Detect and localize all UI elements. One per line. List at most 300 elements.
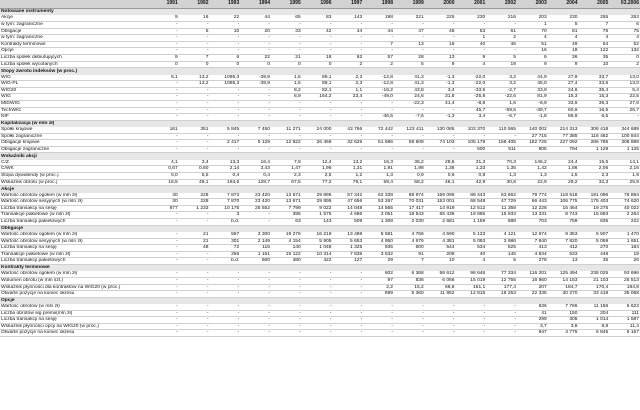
data-cell: - [302,330,333,337]
data-cell: 145 [486,251,517,258]
table-row [0,323,640,330]
data-cell: - [148,87,179,94]
data-cell: 11 156 [579,304,610,310]
data-cell: 46,1 [425,179,456,186]
data-cell: 62 338 [363,193,394,199]
data-cell: - [271,133,302,140]
year-header: 1995 [271,0,302,9]
data-cell: - [302,100,333,107]
data-cell: 935 [363,245,394,252]
data-cell: 74 103 [425,140,456,147]
data-cell: - [363,146,394,153]
data-cell: 600 [394,245,425,252]
data-cell: 68 548 [456,199,487,206]
data-cell: - [456,317,487,324]
data-cell: - [271,21,302,28]
data-cell: 3,4 [425,87,456,94]
data-cell: 5 [548,21,579,28]
data-cell: 100 844 [609,133,640,140]
row-label: C/Z [0,160,148,166]
section-title: Opcje [0,297,640,304]
data-cell: - [271,107,302,114]
data-cell: -33,5 [456,87,487,94]
data-cell: 13 671 [271,193,302,199]
data-cell: - [394,323,425,330]
data-cell: 76 884 [609,193,640,199]
data-cell: 2 [333,61,364,68]
data-cell: - [363,330,394,337]
data-cell: - [271,291,302,298]
data-cell: - [148,140,179,147]
data-cell: 98 646 [456,271,487,277]
data-cell: 150 [548,310,579,317]
data-cell: - [148,41,179,48]
data-cell: 27,4 [548,81,579,88]
table-row [0,146,640,153]
data-cell: - [179,21,210,28]
data-cell: 2,06 [579,166,610,173]
data-cell: 156 405 [486,140,517,147]
data-cell: 448 [579,251,610,258]
data-cell: 1 470 [609,232,640,238]
data-cell: 14 565 [363,205,394,212]
data-cell: -8,8 [456,100,487,107]
data-cell: 19 [609,251,640,258]
data-cell: 3 632 [363,251,394,258]
data-cell: 33,6 [579,81,610,88]
data-cell: 26 458 [302,140,333,147]
data-cell: - [302,35,333,42]
data-cell: 413 [517,245,548,252]
data-cell: 7 870 [210,199,241,206]
row-label: Obligacje krajowe [0,140,148,147]
data-cell: 29,2 [548,179,579,186]
data-cell: 3,8 [548,323,579,330]
data-cell: - [179,218,210,225]
data-cell: 40 [456,41,487,48]
data-cell: -1,3 [425,81,456,88]
data-cell: - [425,330,456,337]
data-cell: - [302,284,333,291]
data-cell: - [456,133,487,140]
data-cell: 15 464 [548,205,579,212]
data-cell: - [179,100,210,107]
data-cell: - [148,28,179,35]
data-cell: 422 [302,258,333,265]
data-cell: - [240,35,271,42]
row-label: Transakcje pakietowe (w mln zł) [0,251,148,258]
section-header [0,225,640,232]
data-cell: - [456,330,487,337]
data-cell: - [394,330,425,337]
year-header: 1993 [210,0,241,9]
data-cell: 28 [394,54,425,61]
data-cell: 203 [517,15,548,21]
data-cell: 7 [394,258,425,265]
data-cell: 286 786 [579,140,610,147]
table-row [0,310,640,317]
data-cell: 3,2 [486,81,517,88]
data-cell: -22,0 [456,75,487,81]
data-cell: 26 [609,258,640,265]
data-cell: 222 [609,218,640,225]
data-cell: 79 774 [517,193,548,199]
data-cell: - [148,48,179,55]
data-cell: - [425,310,456,317]
data-cell: 28,5 [425,160,456,166]
row-label: Wartość obrotów ogółem (w mln zł) [0,271,148,277]
data-cell: - [302,317,333,324]
data-cell: 41,4 [425,100,456,107]
data-cell: - [210,284,241,291]
year-header: 03.2006 [609,0,640,9]
row-label: Transakcje pakietowe (w mln zł) [0,212,148,219]
data-cell: - [148,251,179,258]
data-cell: - [240,133,271,140]
data-cell: - [394,21,425,28]
data-cell: 13 488 [333,232,364,238]
data-cell: - [394,304,425,310]
data-cell: 7 799 [271,205,302,212]
data-cell: 93 696 [609,271,640,277]
data-cell: 1 233 [179,205,210,212]
data-cell: - [363,310,394,317]
data-cell: 45,0 [517,81,548,88]
data-cell: 6 845 [579,330,610,337]
data-cell: - [179,251,210,258]
data-cell: - [148,21,179,28]
data-cell: 533 [548,251,579,258]
data-cell: 2,3 [579,173,610,180]
data-cell: 5,5 [179,173,210,180]
row-label: Wskaźnik obrotu (w proc.) [0,179,148,186]
data-cell: 1,86 [548,166,579,173]
data-cell: 3,43 [240,166,271,173]
table-row [0,100,640,107]
data-cell: 68,8 [425,284,456,291]
data-cell: 238 025 [579,271,610,277]
data-cell: 6 066 [425,277,456,284]
data-cell: - [179,146,210,153]
data-cell: - [302,21,333,28]
data-cell: - [179,107,210,114]
data-cell: 76 [579,28,610,35]
section-header [0,153,640,160]
data-cell: - [333,133,364,140]
data-cell: 116 482 [579,133,610,140]
data-cell: - [240,41,271,48]
data-cell: - [148,277,179,284]
data-cell: 305 [548,317,579,324]
data-cell: - [179,48,210,55]
row-label: Obligacje [0,28,148,35]
data-cell: - [425,21,456,28]
data-cell: 51 [517,41,548,48]
data-cell: 207 [517,284,548,291]
data-cell: - [148,81,179,88]
data-cell: -39,9 [240,81,271,88]
data-cell: - [425,304,456,310]
row-label: Wartość obrotów sesyjnych (w mln zł) [0,199,148,206]
data-cell: 1,6 [486,100,517,107]
data-cell: - [179,271,210,277]
data-cell: -12,8 [363,75,394,81]
data-cell: 29 [363,258,394,265]
data-cell: - [148,212,179,219]
data-cell: 759 [548,218,579,225]
data-cell: 699 [363,291,394,298]
row-label: Akcje [0,15,148,21]
data-cell: - [302,291,333,298]
data-cell: 4 381 [425,238,456,245]
data-cell: 7 450 [240,127,271,133]
data-cell: 5 507 [579,232,610,238]
data-cell: 75 [609,28,640,35]
data-cell: 77 385 [548,133,579,140]
data-cell: b.d. [210,218,241,225]
row-label: Wartość obrotów (w mln zł) [0,304,148,310]
data-cell: 3 [210,212,241,219]
table-row [0,218,640,225]
data-cell: - [271,114,302,121]
data-cell: 0 [148,61,179,68]
data-cell: - [271,271,302,277]
data-cell: 1,5 [271,81,302,88]
data-cell: - [210,323,241,330]
data-cell: 16 219 [302,232,333,238]
data-cell: 49 [548,41,579,48]
row-label: Stopa dywidendy (w proc.) [0,173,148,180]
row-label: Obligacje zagraniczne [0,146,148,153]
data-cell: 13,2 [179,75,210,81]
data-cell: 35 068 [609,291,640,298]
data-cell: -6,7 [486,114,517,121]
data-cell: 191 096 [579,193,610,199]
data-cell: 12 815 [456,291,487,298]
data-cell: 30 [148,193,179,199]
data-cell: 15 933 [486,212,517,219]
table-row [0,330,640,337]
data-cell: - [210,41,241,48]
data-cell: 636 [517,304,548,310]
data-cell: - [148,317,179,324]
table-row [0,251,640,258]
data-cell: - [394,310,425,317]
data-cell: - [148,310,179,317]
data-cell: 2 [609,61,640,68]
data-cell: 308 889 [609,140,640,147]
data-cell: 123 411 [394,127,425,133]
data-cell: 5,4 [609,87,640,94]
year-header: 2000 [425,0,456,9]
data-cell: 4 676 [394,238,425,245]
data-cell: 14 919 [425,205,456,212]
row-label: Liczba transakcji pakietowych [0,258,148,265]
data-cell: 36,2 [394,160,425,166]
data-cell: 256 [210,251,241,258]
data-cell: 9 [425,61,456,68]
data-cell: 0 [179,61,210,68]
data-cell: 228 [179,193,210,199]
data-cell: 24,6 [548,87,579,94]
data-cell: - [394,48,425,55]
data-cell: - [333,146,364,153]
row-label: Opcje [0,48,148,55]
data-cell: 70 031 [394,199,425,206]
data-cell: 4 766 [394,232,425,238]
data-cell: 794 [548,146,579,153]
data-cell: 31,8 [425,94,456,101]
data-cell: 8,8 [579,323,610,330]
data-cell: 15,5 [579,160,610,166]
data-cell: 19 895 [456,212,487,219]
data-cell: - [363,317,394,324]
data-cell: - [210,94,241,101]
data-cell: 52 [609,41,640,48]
data-cell: - [240,317,271,324]
data-cell: - [179,41,210,48]
data-cell: 177,4 [486,284,517,291]
data-cell: 4,1 [148,160,179,166]
data-cell: - [302,114,333,121]
data-cell: - [302,304,333,310]
data-cell: - [240,310,271,317]
data-cell: 0,60 [179,166,210,173]
data-cell: 9 [456,54,487,61]
data-cell: 140 002 [517,127,548,133]
data-cell: 16,3 [363,160,394,166]
data-cell: - [148,94,179,101]
row-label: Wartość obrotów sesyjnych (w mln zł) [0,238,148,245]
table-body [0,9,640,337]
data-cell: - [333,107,364,114]
data-cell: 10 175 [210,205,241,212]
data-cell: -59,5 [486,107,517,114]
data-cell: 16,5 [579,107,610,114]
data-cell: 23 420 [240,193,271,199]
data-cell: 77,2 [302,179,333,186]
data-cell: 91 [394,251,425,258]
data-cell: - [486,21,517,28]
data-cell: 36,3 [579,100,610,107]
data-cell: - [179,330,210,337]
data-cell: 11,4 [609,323,640,330]
data-cell: 3 051 [363,212,394,219]
data-cell: - [240,284,271,291]
data-cell: 25 552 [240,205,271,212]
data-cell: - [363,35,394,42]
table-row [0,277,640,284]
year-header: 1992 [179,0,210,9]
data-cell: 3,2 [486,75,517,81]
data-cell: 4 [517,35,548,42]
year-header: 2001 [456,0,487,9]
row-label: WIG [0,94,148,101]
section-title: Kontrakty terminowe [0,264,640,271]
data-cell: - [240,291,271,298]
data-cell: 4 590 [425,232,456,238]
data-cell: - [302,48,333,55]
data-cell: 214 313 [548,127,579,133]
data-cell: -25,8 [456,94,487,101]
data-cell: 81,9 [517,94,548,101]
data-cell: - [333,271,364,277]
data-cell: 13 [548,258,579,265]
data-cell: 1 325 [333,245,364,252]
data-cell: - [302,146,333,153]
table-row [0,61,640,68]
data-cell: 79,1 [333,179,364,186]
data-cell: 24,6 [394,94,425,101]
data-cell: 688 [486,218,517,225]
data-cell: 41 [517,310,548,317]
table-row [0,87,640,94]
data-cell: - [148,114,179,121]
data-cell: 30 270 [548,291,579,298]
row-label: TechWIG [0,107,148,114]
data-cell: - [456,323,487,330]
data-cell: 3 300 [240,232,271,238]
data-cell: 29 895 [302,199,333,206]
data-cell: 164,2 [302,94,333,101]
row-label: Liczba transakcji pakietowych [0,218,148,225]
table-row [0,199,640,206]
data-cell: 395 [271,212,302,219]
data-cell: - [210,21,241,28]
data-cell: 7 [579,21,610,28]
data-cell: 1 129 [579,146,610,153]
data-cell: 53 267 [363,199,394,206]
data-cell: 169 096 [425,193,456,199]
data-cell: -12,8 [363,81,394,88]
data-cell: 115 [240,245,271,252]
data-cell: - [210,317,241,324]
data-cell: 4 [579,35,610,42]
data-cell: 5 845 [210,127,241,133]
table-row [0,41,640,48]
row-label: Liczba transakcji na sesję [0,317,148,324]
section-header [0,186,640,193]
data-cell: 1 651 [609,238,640,245]
data-cell: 2,3 [271,173,302,180]
table-row [0,81,640,88]
data-cell: - [333,284,364,291]
data-cell: 41,3 [394,75,425,81]
data-cell: 18 [302,54,333,61]
data-cell: 6 368 [394,271,425,277]
data-cell: 13 [394,41,425,48]
data-cell: 105 179 [456,140,487,147]
data-cell: 77 334 [486,271,517,277]
data-cell: 53 [456,28,487,35]
data-cell: 184 [609,245,640,252]
data-cell: 72 442 [363,127,394,133]
data-cell: 602 [363,271,394,277]
data-cell: 10 314 [302,251,333,258]
data-cell: 9 [548,61,579,68]
data-cell: - [148,284,179,291]
data-cell: 6,1 [148,75,179,81]
data-cell: 43,8 [394,87,425,94]
data-cell: 44 [240,15,271,21]
data-cell: 227 092 [548,140,579,147]
data-cell: 7 786 [548,304,579,310]
data-cell: 65 438 [425,212,456,219]
data-cell: - [302,323,333,330]
data-cell: -1,8 [517,114,548,121]
data-cell: 511 [486,146,517,153]
row-label: w tym: zagraniczne [0,35,148,42]
